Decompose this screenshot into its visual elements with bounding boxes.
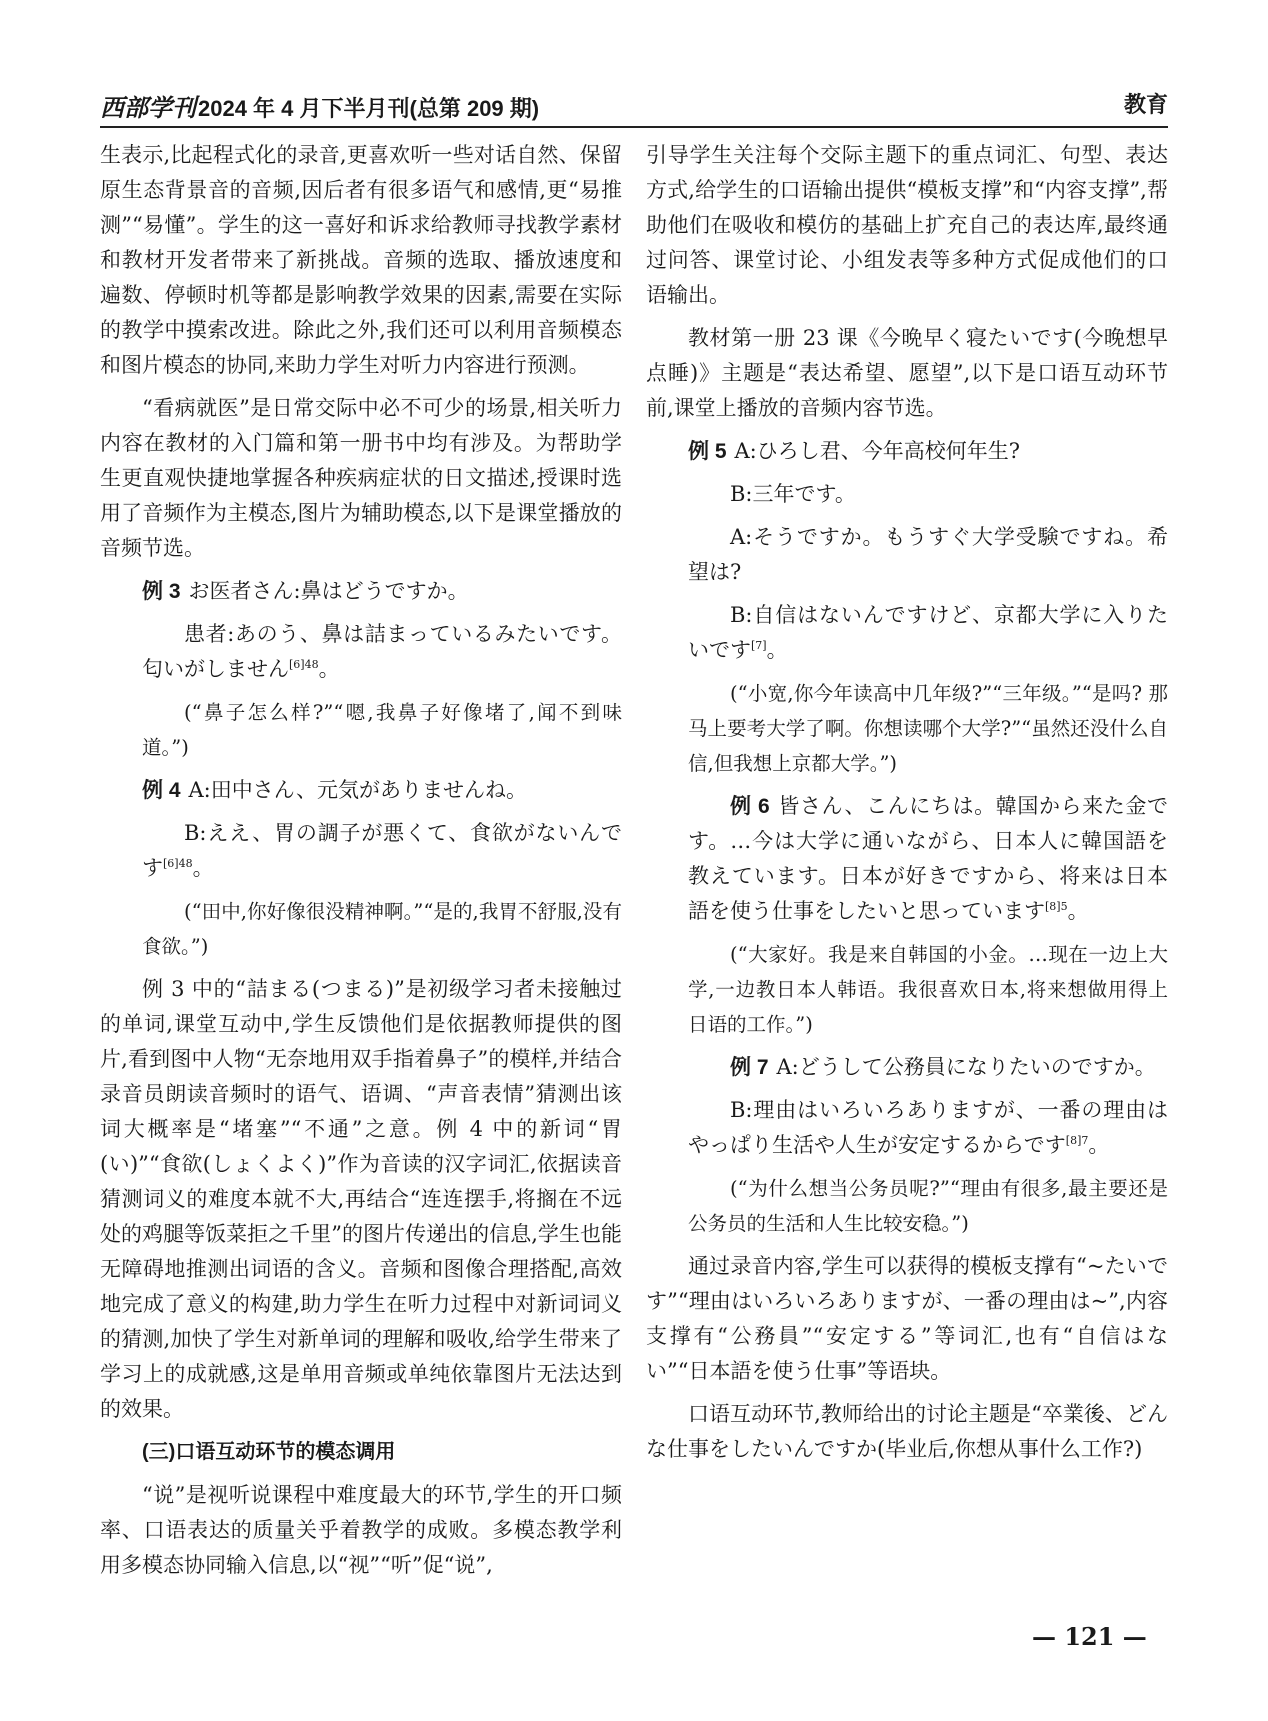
journal-title: [100, 88, 539, 123]
paragraph: 教材第一册 23 课《今晩早く寝たいです(今晚想早点睡)》主题是“表达希望、愿望”,以下是口语互动环节前,课堂上播放的音频内容节选。: [646, 326, 1168, 420]
translation: (“田中,你好像很没精神啊。”“是的,我胃不舒服,没有食欲。”): [142, 900, 622, 958]
period: 。: [1088, 1133, 1110, 1157]
period: 。: [192, 856, 214, 880]
issue-info: 2024 年 4 月下半月刊(总第 209 期): [198, 96, 540, 121]
example-6: [646, 789, 1168, 929]
citation: [6]48: [289, 658, 319, 671]
example-line: A:そうですか。もうすぐ大学受験ですね。希望は?: [688, 525, 1168, 584]
period: 。: [1067, 899, 1089, 923]
example-label: 例 5: [688, 440, 727, 463]
example-label: 例 4: [142, 779, 181, 802]
example-4: [100, 773, 622, 808]
paragraph: 引导学生关注每个交际主题下的重点词汇、句型、表达方式,给学生的口语输出提供“模板支撑”和“内容支撑”,帮助他们在吸收和模仿的基础上扩充自己的表达库,最终通过问答、课堂讨论、小组发表等多种方式促成他们的口语输出。: [646, 143, 1168, 307]
example-line: [100, 816, 622, 886]
translation: (“大家好。我是来自韩国的小金。…现在一边上大学,一边教日本人韩语。我很喜欢日本,将来想做用得上日语的工作。”): [688, 943, 1168, 1036]
example-7: [646, 1050, 1168, 1085]
example-line: [646, 1093, 1168, 1163]
period: 。: [318, 657, 340, 681]
section-heading: (三)口语互动环节的模态调用: [142, 1441, 396, 1463]
paragraph: 通过录音内容,学生可以获得的模板支撑有“~たいです”“理由はいろいろありますが、一番の理由は~”,内容支撑有“公務員”“安定する”等词汇,也有“自信はない”“日本語を使う仕事”等语块。: [646, 1254, 1168, 1383]
citation: [8]7: [1065, 1134, 1089, 1147]
citation: [7]: [751, 639, 767, 652]
example-label: 例 6: [730, 795, 770, 818]
right-column: [646, 138, 1168, 1475]
paragraph: 口语互动环节,教师给出的讨论主题是“卒業後、どんな仕事をしたいんですか(毕业后,你想从事什么工作?): [646, 1402, 1168, 1461]
paragraph: 例 3 中的“詰まる(つまる)”是初级学习者未接触过的单词,课堂互动中,学生反馈他们是依据教师提供的图片,看到图中人物“无奈地用双手指着鼻子”的模样,并结合录音员朗读音频时的语气、语调、“声音表情”猜测出该词大概率是“堵塞”“不通”之意。例 4 中的新词“胃(い)”“食欲(しょくよく)”作为音读的汉字词汇,依据读音猜测词义的难度本就不大,再结合“连连摆手,将搁在不远处的鸡腿等饭菜拒之千里”的图片传递出的信息,学生也能无障碍地推测出词语的含义。音频和图像合理搭配,高效地完成了意义的构建,助力学生在听力过程中对新词词义的猜测,加快了学生对新单词的理解和吸收,给学生带来了学习上的成就感,这是单用音频或单纯依靠图片无法达到的效果。: [100, 977, 622, 1421]
translation: (“鼻子怎么样?”“嗯,我鼻子好像堵了,闻不到味道。”): [142, 701, 622, 759]
period: 。: [766, 638, 788, 662]
example-5: [646, 434, 1168, 469]
example-text: 皆さん、こんにちは。韓国から来た金です。…今は大学に通いながら、日本人に韓国語を教えています。日本が好きですから、将来は日本語を使う仕事をしたいと思っています: [688, 794, 1169, 923]
example-line: B:三年です。: [730, 482, 856, 506]
example-line: A:ひろし君、今年高校何年生?: [734, 439, 1021, 463]
left-column: [100, 138, 622, 1591]
example-text: 患者:あのう、鼻は詰まっているみたいです。匂いがしません: [142, 622, 622, 681]
translation: (“小宽,你今年读高中几年级?”“三年级。”“是吗? 那马上要考大学了啊。你想读哪个大学?”“虽然还没什么自信,但我想上京都大学。”): [688, 682, 1168, 775]
paragraph: “说”是视听说课程中难度最大的环节,学生的开口频率、口语表达的质量关乎着教学的成败。多模态教学利用多模态协同输入信息,以“视”“听”促“说”,: [100, 1483, 622, 1577]
journal-logo: 西部学刊: [100, 93, 196, 122]
citation: [6]48: [163, 857, 193, 870]
example-3: [100, 574, 622, 609]
example-text: B:理由はいろいろありますが、一番の理由はやっぱり生活や人生が安定するからです: [688, 1098, 1168, 1157]
section-label: 教育: [1123, 92, 1168, 117]
example-label: 例 7: [730, 1056, 769, 1079]
running-header: [100, 78, 1168, 128]
example-text: B:ええ、胃の調子が悪くて、食欲がないんです: [142, 821, 622, 880]
page-number: — 121 —: [1032, 1622, 1147, 1651]
paragraph: “看病就医”是日常交际中必不可少的场景,相关听力内容在教材的入门篇和第一册书中均有涉及。为帮助学生更直观快捷地掌握各种疾病症状的日文描述,授课时选用了音频作为主模态,图片为辅助模态,以下是课堂播放的音频节选。: [100, 396, 622, 560]
example-line: [100, 617, 622, 687]
example-text: A:どうして公務員になりたいのですか。: [776, 1055, 1156, 1079]
example-line: A:田中さん、元気がありませんね。: [188, 778, 528, 802]
example-line: お医者さん:鼻はどうですか。: [188, 579, 469, 603]
example-text: B:自信はないんですけど、京都大学に入りたいです: [688, 603, 1168, 662]
citation: [8]5: [1045, 900, 1068, 913]
example-label: 例 3: [142, 580, 181, 603]
example-line: [646, 598, 1168, 668]
translation: (“为什么想当公务员呢?”“理由有很多,最主要还是公务员的生活和人生比较安稳。”): [688, 1177, 1168, 1235]
paragraph: 生表示,比起程式化的录音,更喜欢听一些对话自然、保留原生态背景音的音频,因后者有很多语气和感情,更“易推测”“易懂”。学生的这一喜好和诉求给教师寻找教学素材和教材开发者带来了新挑战。音频的选取、播放速度和遍数、停顿时机等都是影响教学效果的因素,需要在实际的教学中摸索改进。除此之外,我们还可以利用音频模态和图片模态的协同,来助力学生对听力内容进行预测。: [100, 143, 622, 377]
